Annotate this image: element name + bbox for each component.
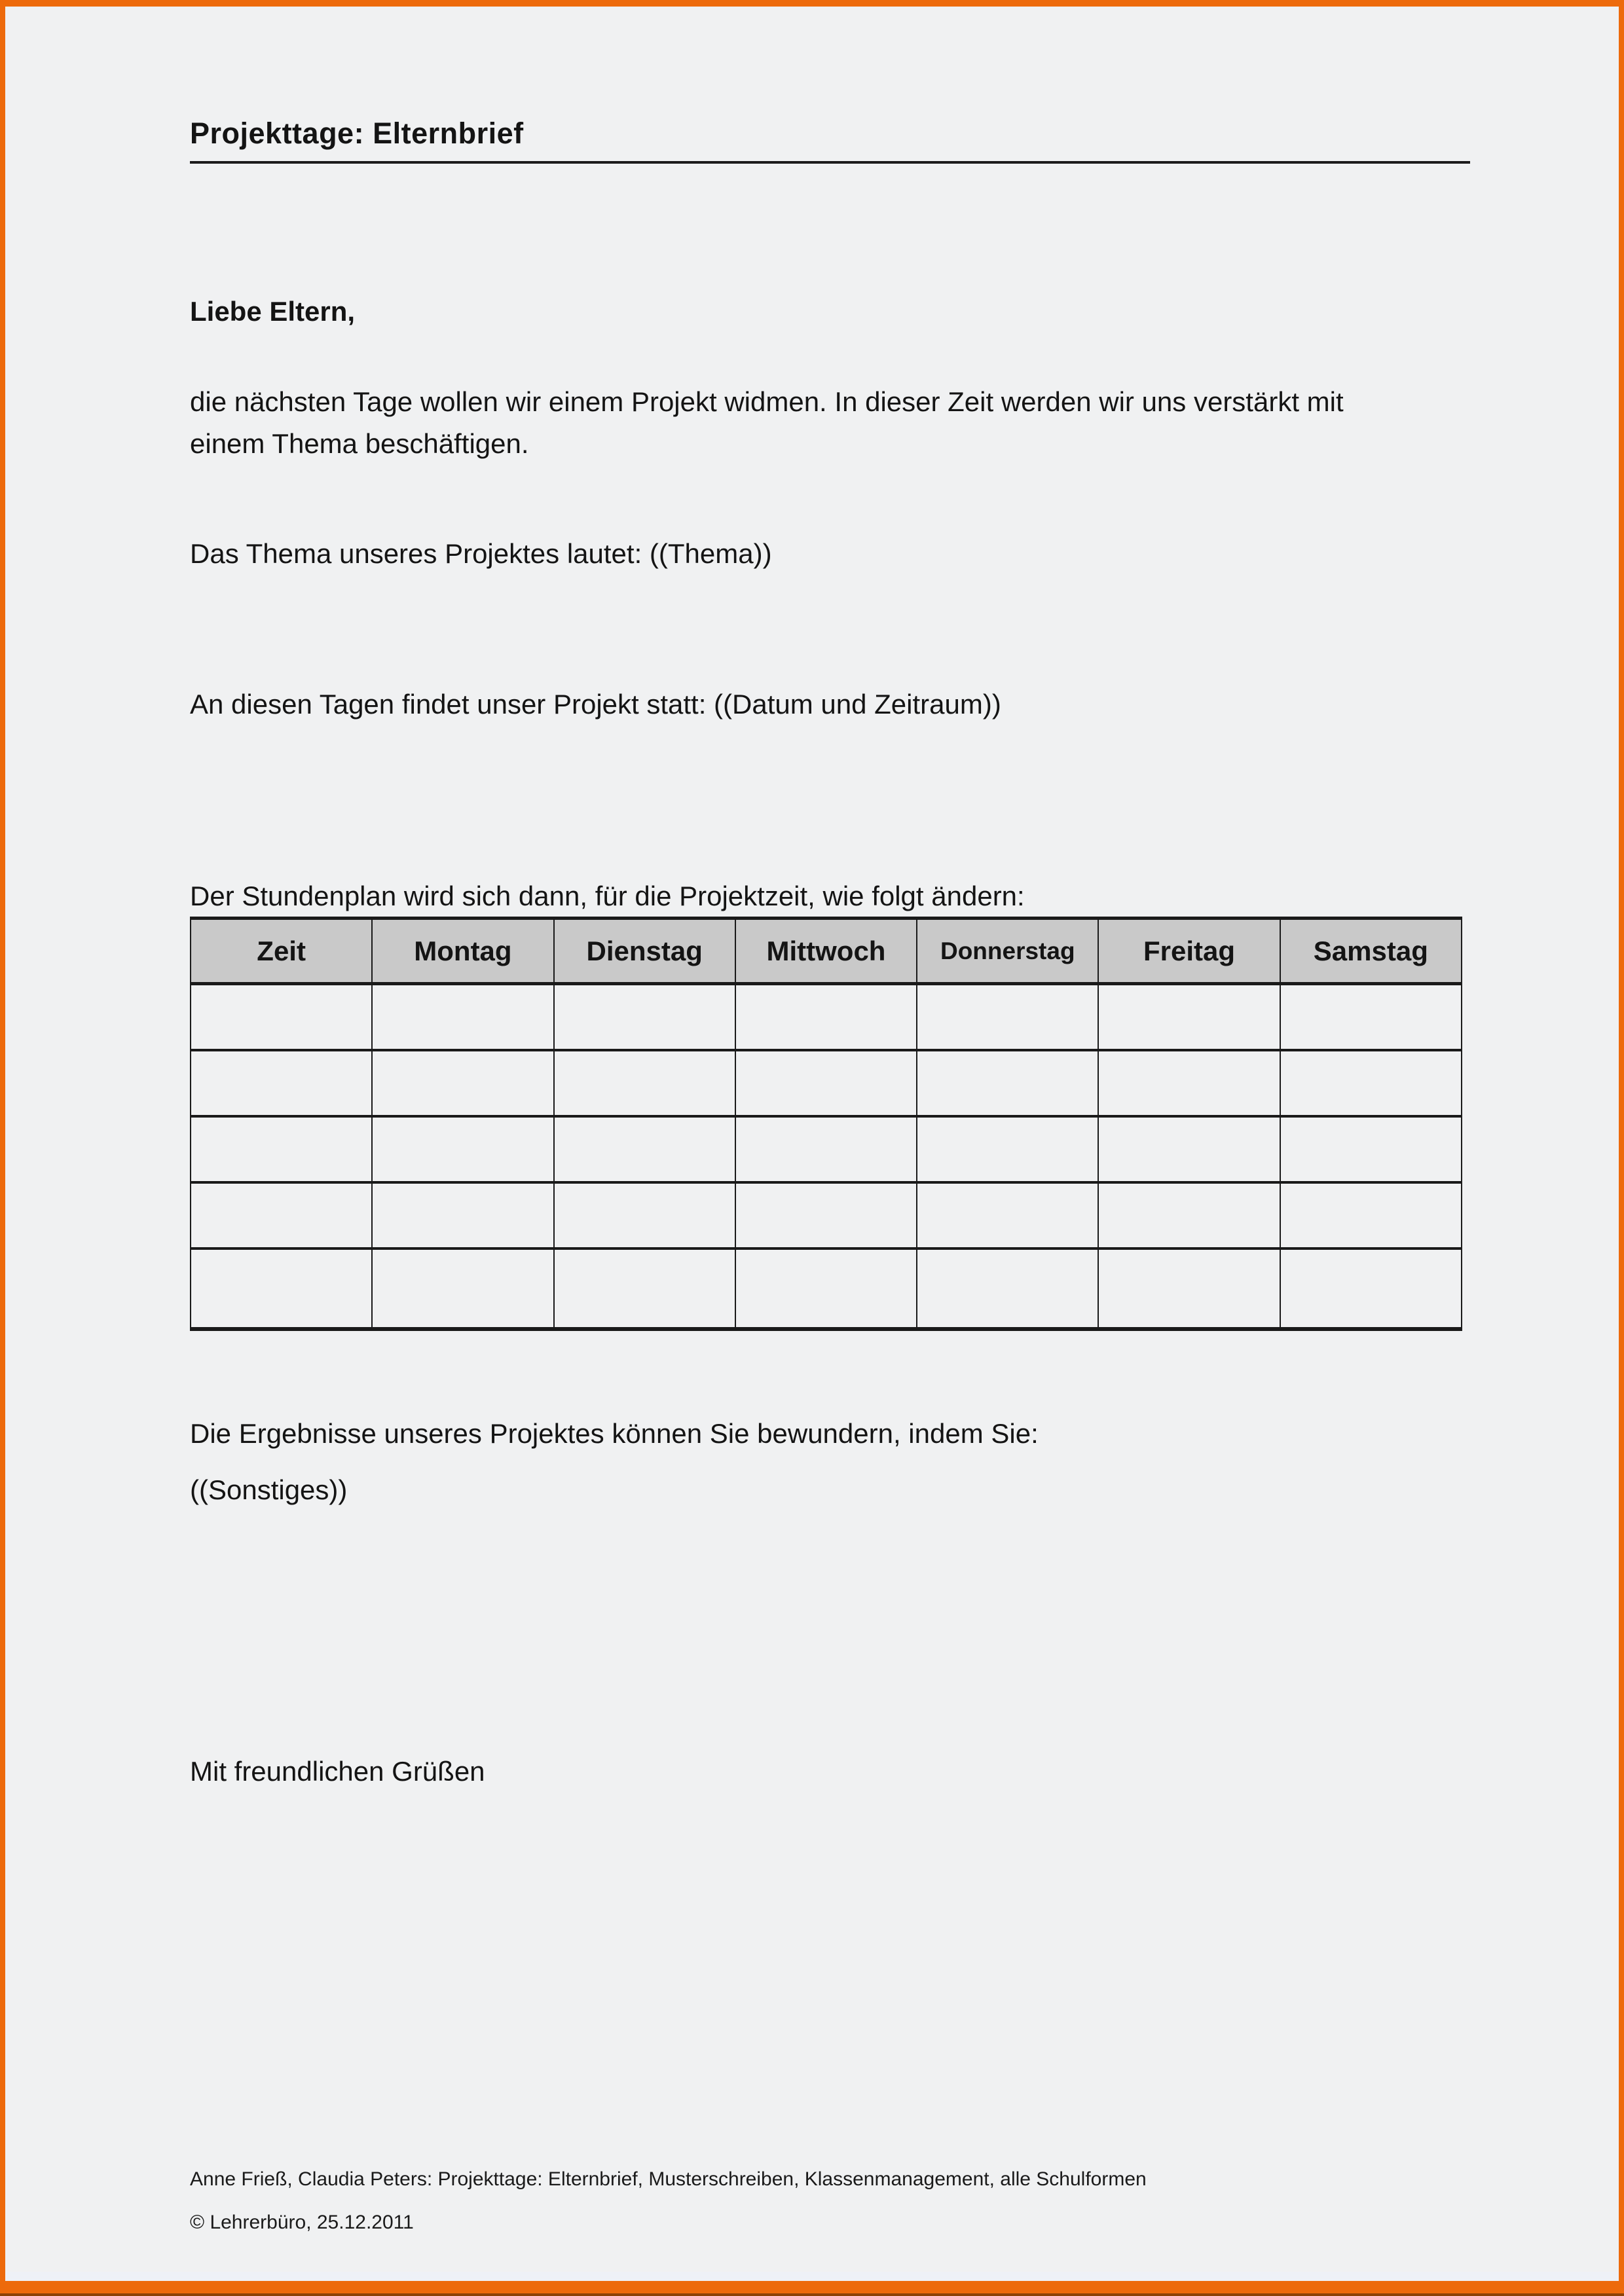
header-cell-freitag: Freitag bbox=[1098, 919, 1280, 984]
empty-schedule-cell bbox=[191, 984, 372, 1051]
zeitraum-placeholder-line: An diesen Tagen findet unser Projekt statt: ((Datum und Zeitraum)) bbox=[190, 689, 1001, 720]
empty-schedule-cell bbox=[1098, 1050, 1280, 1116]
ergebnisse-line: Die Ergebnisse unseres Projektes können Sie bewundern, indem Sie: bbox=[190, 1418, 1039, 1449]
empty-schedule-cell bbox=[1280, 984, 1462, 1051]
empty-schedule-cell bbox=[372, 1248, 553, 1329]
empty-schedule-cell bbox=[554, 1182, 735, 1248]
empty-schedule-cell bbox=[554, 1116, 735, 1182]
header-cell-mittwoch: Mittwoch bbox=[735, 919, 917, 984]
table-row bbox=[191, 1116, 1462, 1182]
empty-schedule-cell bbox=[372, 1182, 553, 1248]
empty-schedule-cell bbox=[554, 1248, 735, 1329]
footer-authors-line: Anne Frieß, Claudia Peters: Projekttage: Elternbrief, Musterschreiben, Klassenmanagement, alle Schulformen bbox=[190, 2168, 1147, 2190]
salutation-text: Liebe Eltern, bbox=[190, 296, 356, 327]
empty-schedule-cell bbox=[191, 1050, 372, 1116]
intro-line-1: die nächsten Tage wollen wir einem Projekt widmen. In dieser Zeit werden wir uns verstärkt mit bbox=[190, 386, 1344, 417]
bottom-light-strip bbox=[5, 2272, 1619, 2281]
empty-schedule-cell bbox=[1098, 1248, 1280, 1329]
empty-schedule-cell bbox=[1280, 1116, 1462, 1182]
empty-schedule-cell bbox=[554, 1050, 735, 1116]
empty-schedule-cell bbox=[372, 1050, 553, 1116]
header-cell-samstag: Samstag bbox=[1280, 919, 1462, 984]
table-row bbox=[191, 1248, 1462, 1329]
empty-schedule-cell bbox=[735, 984, 917, 1051]
sonstiges-placeholder-line: ((Sonstiges)) bbox=[190, 1474, 348, 1505]
stundenplan-table bbox=[190, 917, 1462, 1331]
empty-schedule-cell bbox=[917, 1248, 1098, 1329]
thema-placeholder-line: Das Thema unseres Projektes lautet: ((Thema)) bbox=[190, 538, 772, 569]
empty-schedule-cell bbox=[917, 984, 1098, 1051]
empty-schedule-cell bbox=[735, 1050, 917, 1116]
empty-schedule-cell bbox=[554, 984, 735, 1051]
footer-copyright-line: © Lehrerbüro, 25.12.2011 bbox=[190, 2212, 414, 2233]
closing-text: Mit freundlichen Grüßen bbox=[190, 1756, 485, 1787]
header-cell-montag: Montag bbox=[372, 919, 553, 984]
empty-schedule-cell bbox=[1098, 1116, 1280, 1182]
header-cell-donnerstag: Donnerstag bbox=[917, 919, 1098, 984]
header-row bbox=[191, 919, 1462, 984]
empty-schedule-cell bbox=[735, 1248, 917, 1329]
empty-schedule-cell bbox=[917, 1116, 1098, 1182]
empty-schedule-cell bbox=[1098, 1182, 1280, 1248]
empty-schedule-cell bbox=[1098, 984, 1280, 1051]
empty-schedule-cell bbox=[917, 1182, 1098, 1248]
stundenplan-intro-line: Der Stundenplan wird sich dann, für die Projektzeit, wie folgt ändern: bbox=[190, 881, 1025, 911]
empty-schedule-cell bbox=[735, 1182, 917, 1248]
table-row bbox=[191, 1182, 1462, 1248]
empty-schedule-cell bbox=[372, 984, 553, 1051]
empty-schedule-cell bbox=[372, 1116, 553, 1182]
bottom-edge-line bbox=[0, 2293, 1624, 2296]
intro-paragraph bbox=[190, 381, 1477, 465]
table-row bbox=[191, 1050, 1462, 1116]
header-cell-zeit: Zeit bbox=[191, 919, 372, 984]
page-title: Projekttage: Elternbrief bbox=[190, 117, 1470, 164]
empty-schedule-cell bbox=[191, 1182, 372, 1248]
empty-schedule-cell bbox=[191, 1248, 372, 1329]
empty-schedule-cell bbox=[191, 1116, 372, 1182]
stundenplan-table-body bbox=[191, 984, 1462, 1330]
empty-schedule-cell bbox=[735, 1116, 917, 1182]
header-cell-dienstag: Dienstag bbox=[554, 919, 735, 984]
intro-line-2: einem Thema beschäftigen. bbox=[190, 428, 529, 459]
empty-schedule-cell bbox=[1280, 1182, 1462, 1248]
empty-schedule-cell bbox=[1280, 1248, 1462, 1329]
empty-schedule-cell bbox=[917, 1050, 1098, 1116]
stundenplan-table-header bbox=[191, 919, 1462, 984]
table-row bbox=[191, 984, 1462, 1051]
empty-schedule-cell bbox=[1280, 1050, 1462, 1116]
